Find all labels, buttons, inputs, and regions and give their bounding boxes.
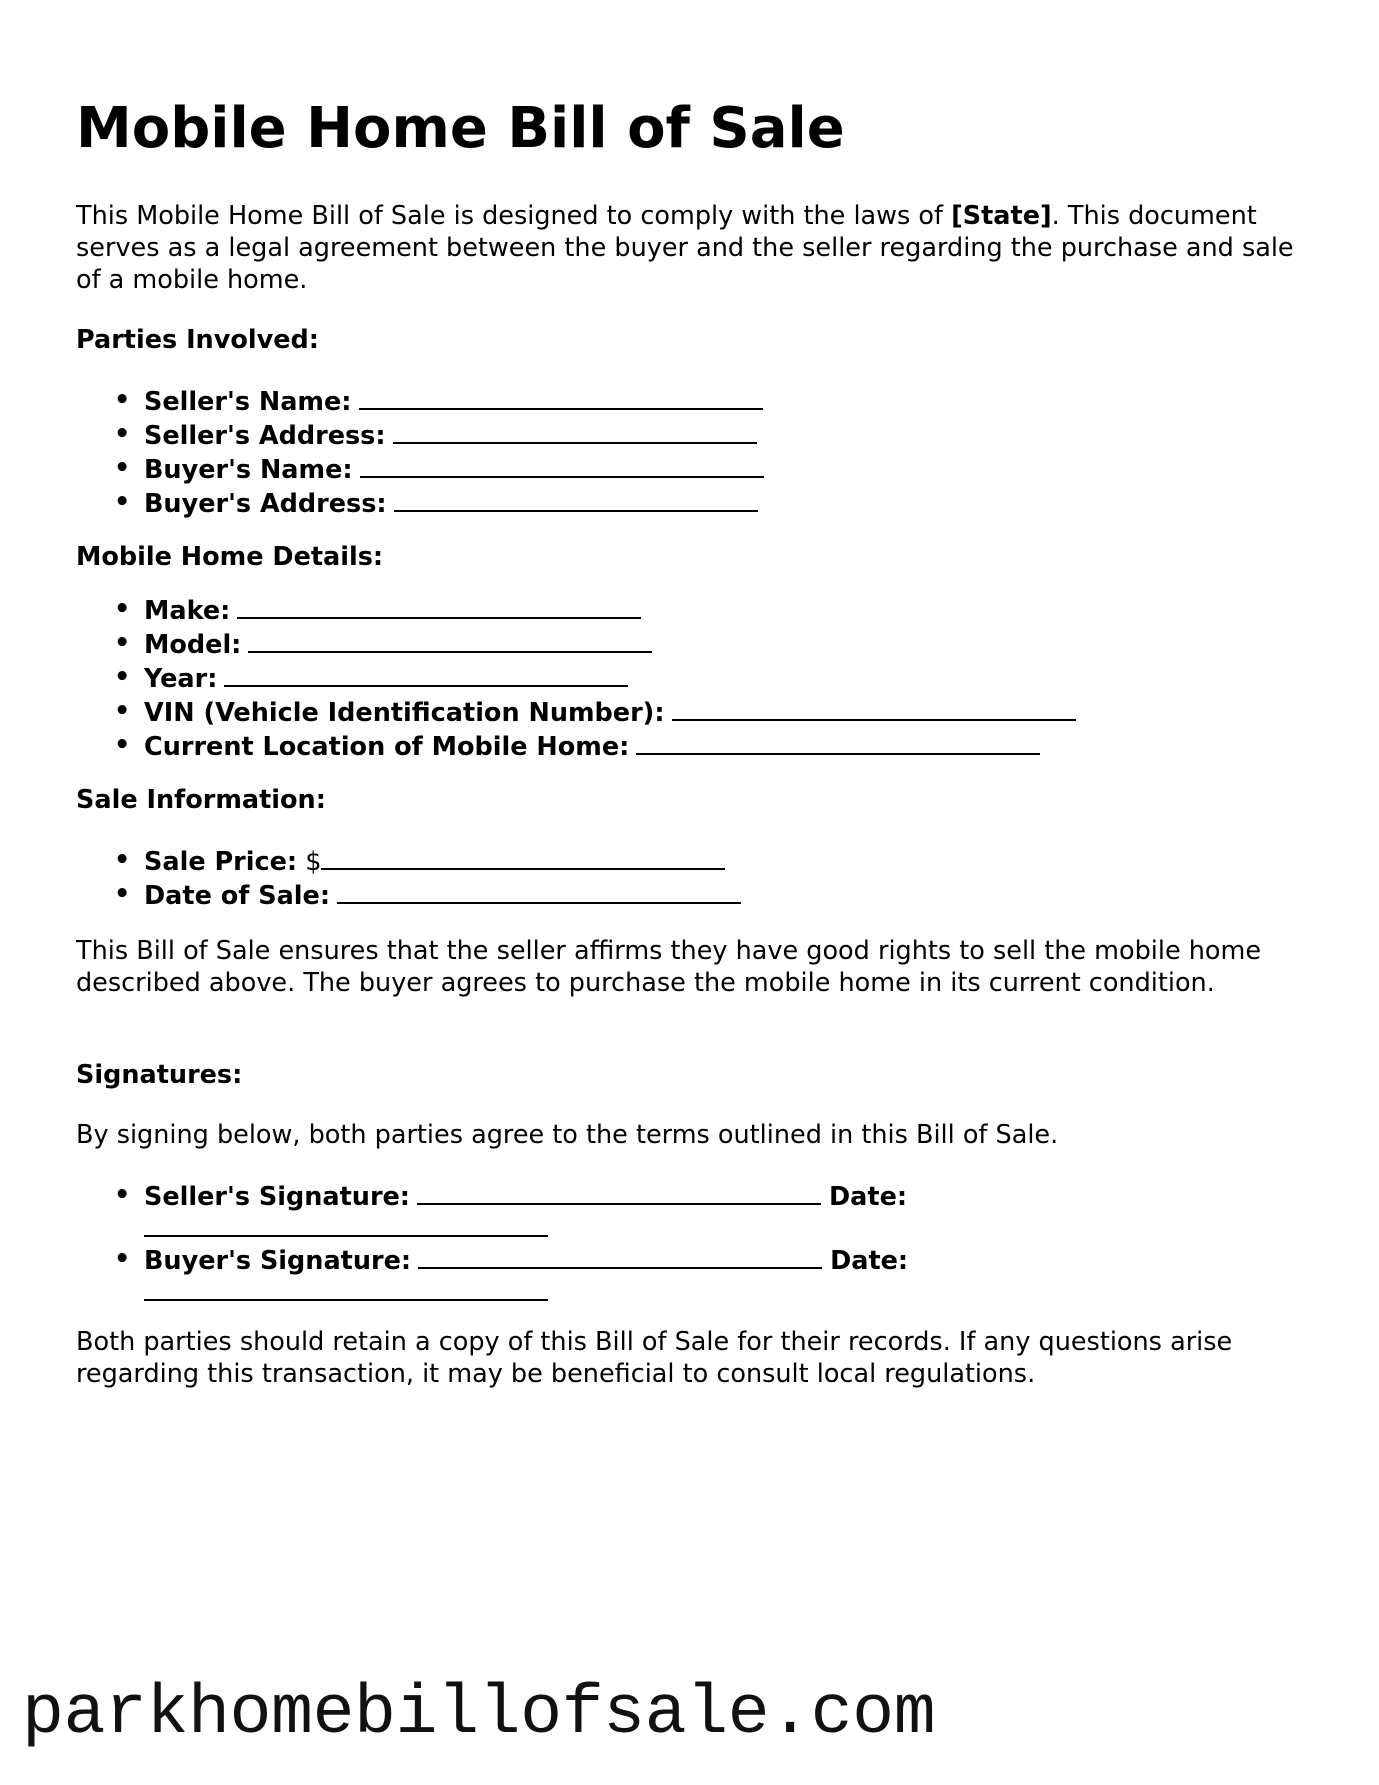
bullet-icon: • (114, 730, 131, 760)
bullet-icon: • (114, 594, 131, 624)
buyer-name-input[interactable] (360, 452, 764, 478)
field-vin (114, 695, 1076, 729)
field-buyer-address (114, 486, 764, 520)
bullet-icon: • (114, 385, 131, 415)
bullet-icon: • (114, 487, 131, 517)
field-label: Seller's Name: (144, 387, 352, 417)
date-of-sale-input[interactable] (337, 878, 741, 904)
field-label: Seller's Signature: (144, 1182, 411, 1212)
sale-heading: Sale Information: (76, 785, 326, 815)
field-date-of-sale (114, 878, 741, 912)
currency-symbol: $ (305, 847, 322, 877)
field-model (114, 627, 1076, 661)
signatures-list (76, 1179, 908, 1307)
site-watermark: parkhomebillofsale.com (22, 1675, 936, 1754)
details-list (76, 593, 1076, 763)
bullet-icon: • (114, 628, 131, 658)
signatures-intro: By signing below, both parties agree to the terms outlined in this Bill of Sale. (76, 1120, 1059, 1150)
seller-name-input[interactable] (359, 384, 763, 410)
signatures-heading: Signatures: (76, 1060, 243, 1090)
field-current-location (114, 729, 1076, 763)
current-location-input[interactable] (636, 729, 1040, 755)
intro-paragraph (76, 200, 1306, 296)
bullet-icon: • (114, 879, 131, 909)
field-buyer-name (114, 452, 764, 486)
field-buyer-signature (114, 1243, 909, 1307)
intro-text-after: . This document serves as a legal agreement between the buyer and the seller regarding the purchase and sale of a mobile home. (76, 201, 1294, 295)
bullet-icon: • (114, 1244, 131, 1274)
field-label: Current Location of Mobile Home: (144, 732, 630, 762)
bullet-icon: • (114, 1180, 131, 1210)
field-seller-address (114, 418, 764, 452)
intro-text-before: This Mobile Home Bill of Sale is designed to comply with the laws of (76, 201, 952, 231)
parties-heading: Parties Involved: (76, 325, 319, 355)
bullet-icon: • (114, 662, 131, 692)
state-placeholder: [State] (951, 201, 1052, 231)
field-seller-signature (114, 1179, 908, 1243)
bullet-icon: • (114, 696, 131, 726)
field-label: Date of Sale: (144, 881, 331, 911)
details-heading: Mobile Home Details: (76, 542, 384, 572)
field-seller-name (114, 384, 764, 418)
sale-price-input[interactable] (321, 844, 725, 870)
field-label: Seller's Address: (144, 421, 386, 451)
field-label: Buyer's Name: (144, 455, 353, 485)
field-make (114, 593, 1076, 627)
field-label: Make: (144, 596, 231, 626)
closing-paragraph: Both parties should retain a copy of this Bill of Sale for their records. If any questions arise regarding this transaction, it may be beneficial to consult local regulations. (76, 1327, 1233, 1389)
parties-list (76, 384, 764, 520)
field-label: Buyer's Address: (144, 489, 387, 519)
model-input[interactable] (248, 627, 652, 653)
seller-signature-input[interactable] (417, 1179, 821, 1205)
affirmation-paragraph: This Bill of Sale ensures that the seller affirms they have good rights to sell the mobile home described above. The buyer agrees to purchase the mobile home in its current condition. (76, 936, 1262, 998)
field-label: Year: (144, 664, 218, 694)
seller-date-input[interactable] (144, 1213, 548, 1237)
sale-list (76, 844, 741, 912)
bullet-icon: • (114, 845, 131, 875)
field-sale-price (114, 844, 741, 878)
field-year (114, 661, 1076, 695)
date-label: Date: (829, 1182, 908, 1212)
page-title: Mobile Home Bill of Sale (76, 96, 845, 161)
bullet-icon: • (114, 419, 131, 449)
buyer-address-input[interactable] (394, 486, 758, 512)
vin-input[interactable] (672, 695, 1076, 721)
field-label: Model: (144, 630, 242, 660)
buyer-signature-input[interactable] (418, 1243, 822, 1269)
year-input[interactable] (224, 661, 628, 687)
date-label: Date: (830, 1246, 909, 1276)
buyer-date-input[interactable] (144, 1277, 548, 1301)
bullet-icon: • (114, 453, 131, 483)
make-input[interactable] (237, 593, 641, 619)
field-label: Sale Price: (144, 847, 298, 877)
field-label: VIN (Vehicle Identification Number): (144, 698, 665, 728)
seller-address-input[interactable] (393, 418, 757, 444)
field-label: Buyer's Signature: (144, 1246, 412, 1276)
